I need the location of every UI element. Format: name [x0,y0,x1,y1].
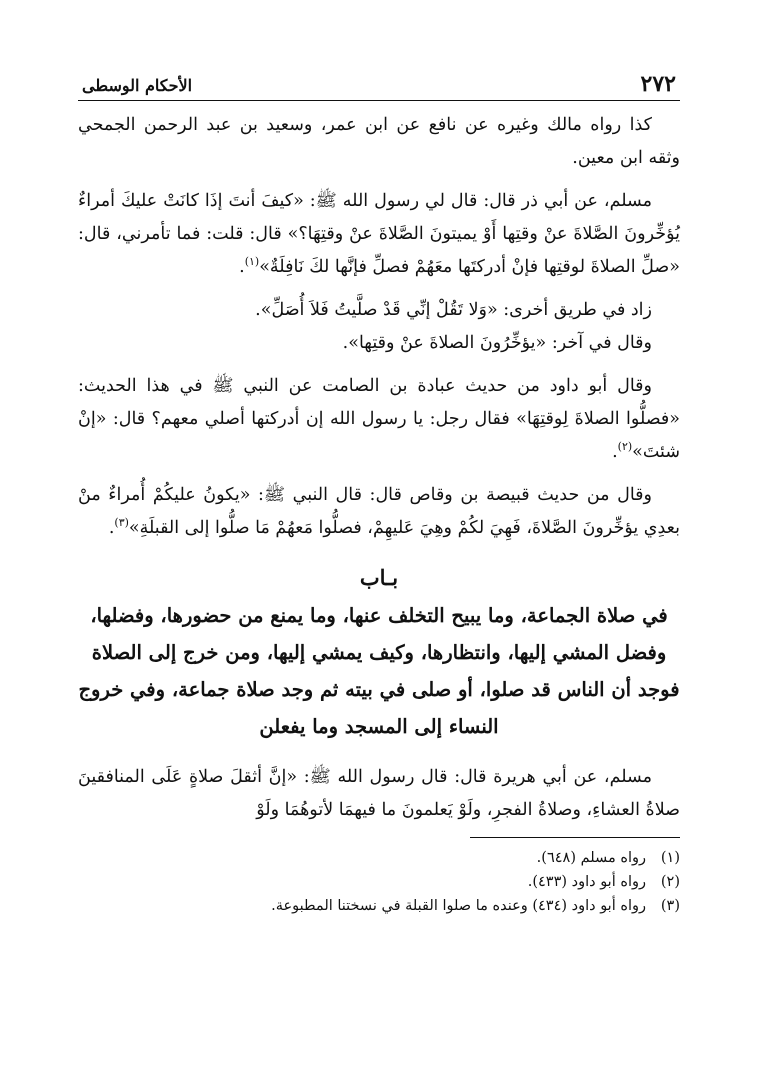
paragraph-3: زاد في طريق أخرى: «وَلا تَقُلْ إنِّي قَدْ صلَّيتُ فَلاَ أُصَلِّ». [255,300,652,320]
footnote-2 [78,870,680,894]
paragraph-4: وقال في آخر: «يؤخِّرُونَ الصلاةَ عنْ وقتِها». [342,333,652,353]
paragraph-7: مسلم، عن أبي هريرة قال: قال رسول الله ﷺ: «إنَّ أثقلَ صلاةٍ عَلَى المنافقينَ صلاةُ العشاءِ، وصلاةُ الفجرِ، ولَوْ يَعلمونَ ما فيهمَا لأتوهُمَا ولَوْ [78,767,680,820]
book-page [78,66,680,1026]
paragraph-5: وقال أبو داود من حديث عبادة بن الصامت عن النبي ﷺ في هذا الحديث: «فصلُّوا الصلاةَ لِوقتِهَا» فقال رجل: يا رسول الله إن أدركتها أصلي معهم؟ قال: «إنْ شئتَ»$^{(٢)}$. [78,376,680,462]
page-number: ٢٧٢ [640,71,676,97]
paragraph-1: كذا رواه مالك وغيره عن نافع عن ابن عمر، وسعيد بن عبد الرحمن الجمحي وثقه ابن معين. [78,115,680,168]
footnote-text: رواه أبو داود (٤٣٤) وعنده ما صلوا القبلة في نسختنا المطبوعة. [271,898,646,914]
footnote-ref-1[interactable]: (١) [244,255,260,269]
body-text [78,109,680,827]
footnote-number: (١) [660,850,680,866]
paragraph-6: وقال من حديث قبيصة بن وقاص قال: قال النبي ﷺ: «يكونُ عليكُمْ أُمراءٌ منْ بعدِي يؤخِّرونَ الصَّلاةَ، فَهِيَ لكُمْ وهِيَ عَليهِمْ، فصلُّوا مَعهُمْ مَا صلُّوا إلى القبلَةِ»$^{(٣)}$. [78,485,680,538]
footnote-text: رواه أبو داود (٤٣٣). [527,874,646,890]
running-header [78,66,680,101]
chapter-heading: بـاب [359,565,399,590]
footnote-3 [78,894,680,918]
chapter-title: في صلاة الجماعة، وما يبيح التخلف عنها، وما يمنع من حضورها، وفضلها، وفضل المشي إليها، وانتظارها، وكيف يمشي إليها، ومن خرج إلى الصلاة فوجد أن الناس قد صلوا، أو صلى في بيته ثم وجد صلاة جماعة، وفي خروج النساء إلى المسجد وما يفعلن [78,604,680,738]
footnote-number: (٢) [660,874,680,890]
book-title: الأحكام الوسطى [82,76,193,95]
footnote-divider [470,837,680,838]
paragraph-2: مسلم، عن أبي ذر قال: قال لي رسول الله ﷺ: «كيفَ أنتَ إذَا كانَتْ عليكَ أمراءٌ يُؤخِّرونَ الصَّلاةَ عنْ وقتِها أَوْ يميتونَ الصَّلاةَ عنْ وقتِهَا؟» قال: قلت: فما تأمرني، قال: «صلِّ الصلاةَ لوقتِها فإنْ أدركتَها معَهُمْ فصلِّ فإنَّها لكَ نَافِلَةٌ»$^{(١)}$. [78,191,680,277]
footnote-ref-3[interactable]: (٣) [114,516,129,530]
footnotes [78,846,680,918]
footnote-number: (٣) [660,898,680,914]
footnote-text: رواه مسلم (٦٤٨). [536,850,646,866]
footnote-1 [78,846,680,870]
footnote-ref-2[interactable]: (٢) [617,440,633,454]
